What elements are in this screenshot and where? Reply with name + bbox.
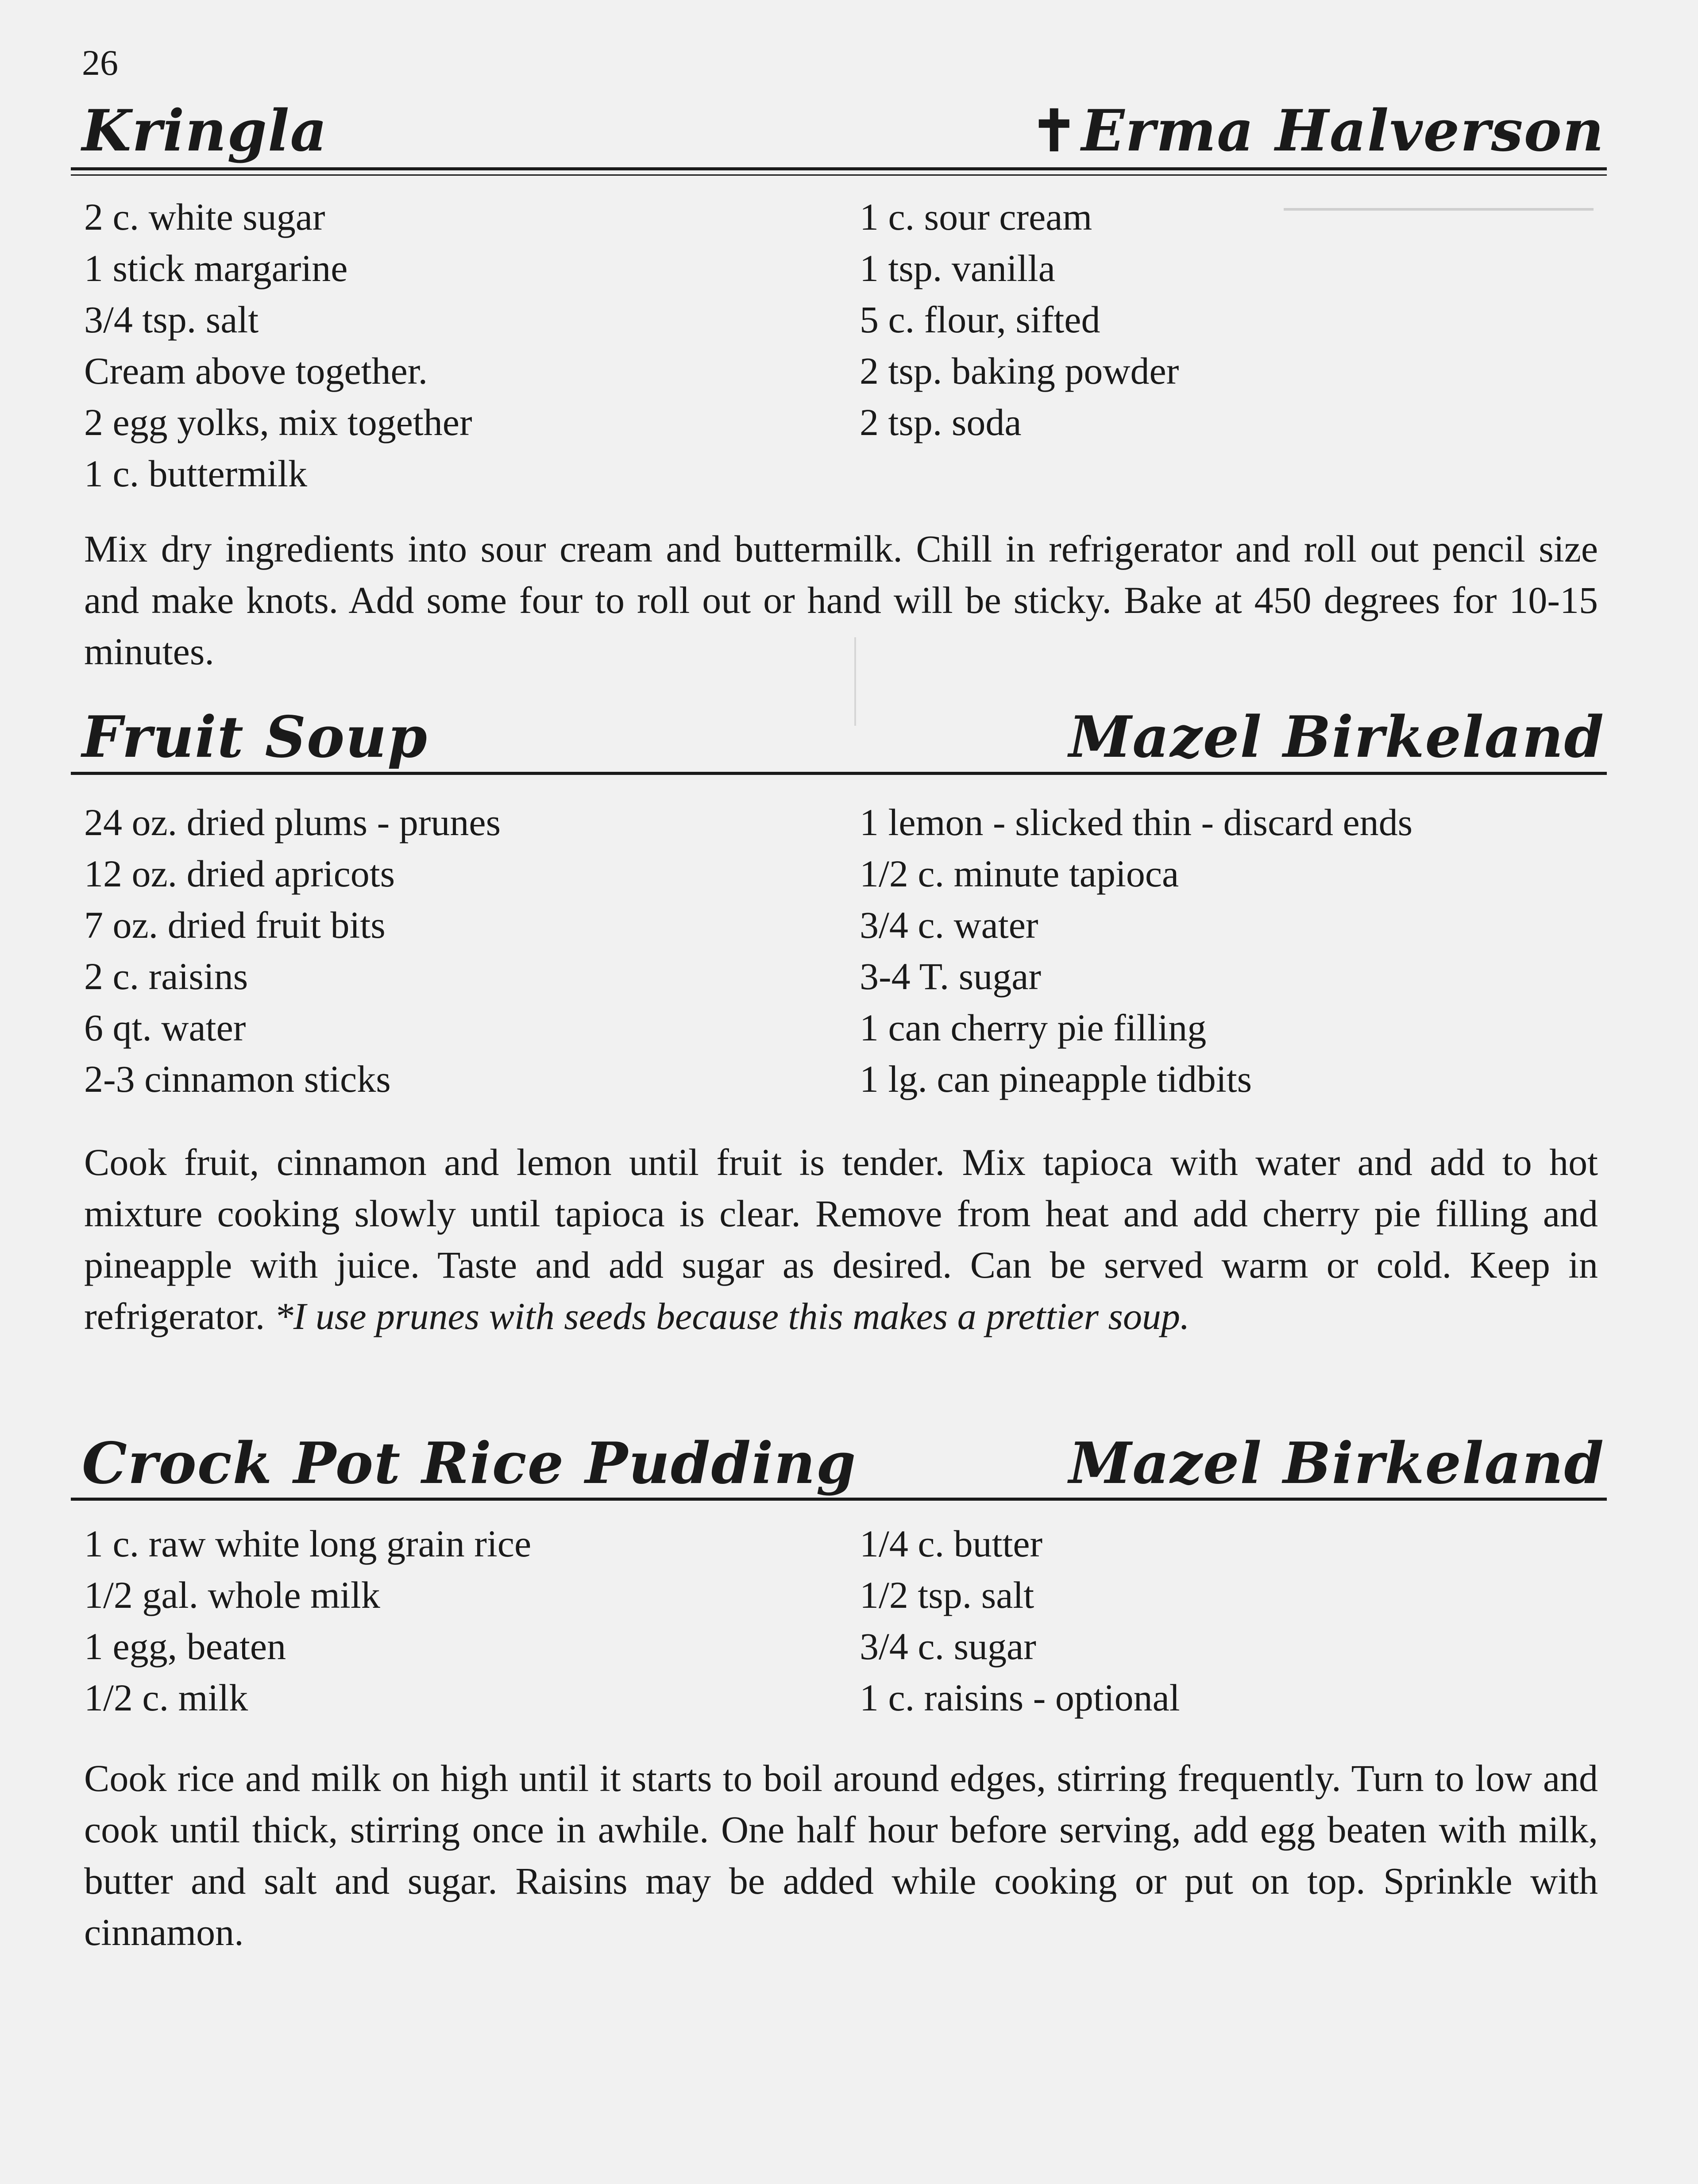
ingredient: Cream above together.	[84, 350, 428, 392]
recipe-title-row	[82, 704, 1605, 770]
recipe-directions: Cook rice and milk on high until it starts to boil around edges, stirring frequently. Turn to low and cook until thick, stirring once in awhile. One half hour before serving, add egg beaten with milk, butter and salt and sugar. Raisins may be added while cooking or put on top. Sprinkle with cinnamon.	[84, 1757, 1598, 1953]
ingredients-left	[84, 797, 501, 1105]
recipe-note: *I use prunes with seeds because this makes a prettier soup.	[274, 1295, 1190, 1337]
ingredients-left	[84, 1518, 531, 1723]
author-name: Erma Halverson	[1081, 98, 1605, 164]
ingredient: 1 c. sour cream	[860, 196, 1092, 238]
ingredient: 6 qt. water	[84, 1006, 246, 1049]
ingredient: 7 oz. dried fruit bits	[84, 904, 386, 946]
directions-text: Cook fruit, cinnamon and lemon until fruit is tender. Mix tapioca with water and add to hot mixture cooking slowly until tapioca is clear. Remove from heat and add cherry pie filling and pineapple with juice. Taste and add sugar as desired. Can be served warm or cold. Keep in refrigerator.	[84, 1141, 1598, 1337]
ingredient: 2 c. raisins	[84, 955, 248, 998]
ingredient: 2 c. white sugar	[84, 196, 325, 238]
recipe-author: Mazel Birkeland	[1069, 704, 1605, 770]
ingredient: 2-3 cinnamon sticks	[84, 1058, 391, 1100]
recipe-directions: Mix dry ingredients into sour cream and buttermilk. Chill in refrigerator and roll out pencil size and make knots. Add some four to roll out or hand will be sticky. Bake at 450 degrees for 10-15 minutes.	[84, 528, 1598, 673]
recipe-title: Crock Pot Rice Pudding	[82, 1430, 857, 1497]
title-rule	[71, 772, 1607, 775]
recipe-title: Kringla	[82, 98, 328, 164]
title-rule	[71, 1498, 1607, 1501]
ingredient: 3/4 c. water	[860, 904, 1038, 946]
ingredient: 1 stick margarine	[84, 247, 348, 289]
title-rule	[71, 167, 1607, 170]
ingredient: 1 lg. can pineapple tidbits	[860, 1058, 1252, 1100]
bleed-through-decoration	[1284, 208, 1594, 228]
ingredient: 3/4 tsp. salt	[84, 298, 259, 341]
ingredient: 1 c. raw white long grain rice	[84, 1522, 532, 1565]
ingredient: 24 oz. dried plums - prunes	[84, 801, 501, 844]
ingredient: 1/2 tsp. salt	[860, 1574, 1034, 1616]
ingredient: 3-4 T. sugar	[860, 955, 1042, 998]
ingredient: 1 tsp. vanilla	[860, 247, 1055, 289]
recipe-author	[1030, 98, 1605, 164]
ingredient: 1 can cherry pie filling	[860, 1006, 1207, 1049]
ingredient: 1 c. buttermilk	[84, 452, 307, 495]
ingredient: 1 lemon - slicked thin - discard ends	[860, 801, 1413, 844]
ingredient: 3/4 c. sugar	[860, 1625, 1036, 1668]
ingredients-right	[860, 191, 1179, 448]
ingredient: 1/2 gal. whole milk	[84, 1574, 380, 1616]
ingredient: 5 c. flour, sifted	[860, 298, 1100, 341]
recipe-title: Fruit Soup	[82, 704, 428, 770]
ingredient: 2 tsp. baking powder	[860, 350, 1179, 392]
ingredient: 2 tsp. soda	[860, 401, 1022, 443]
ingredients-left	[84, 191, 472, 499]
title-rule-thin	[71, 174, 1607, 176]
ingredients-right	[860, 797, 1412, 1105]
ingredient: 2 egg yolks, mix together	[84, 401, 472, 443]
ingredient: 12 oz. dried apricots	[84, 852, 395, 895]
recipe-title-row	[82, 1430, 1605, 1497]
recipe-author: Mazel Birkeland	[1069, 1430, 1605, 1497]
page-number: 26	[82, 42, 118, 83]
ingredient: 1/2 c. minute tapioca	[860, 852, 1179, 895]
ingredient: 1 egg, beaten	[84, 1625, 286, 1668]
ingredients-right	[860, 1518, 1180, 1723]
recipe-title-row	[82, 98, 1605, 164]
ingredient: 1/2 c. milk	[84, 1676, 248, 1719]
ingredient: 1 c. raisins - optional	[860, 1676, 1180, 1719]
ingredient: 1/4 c. butter	[860, 1522, 1043, 1565]
cross-icon: ✝	[1030, 98, 1079, 164]
recipe-directions	[84, 1136, 1598, 1342]
